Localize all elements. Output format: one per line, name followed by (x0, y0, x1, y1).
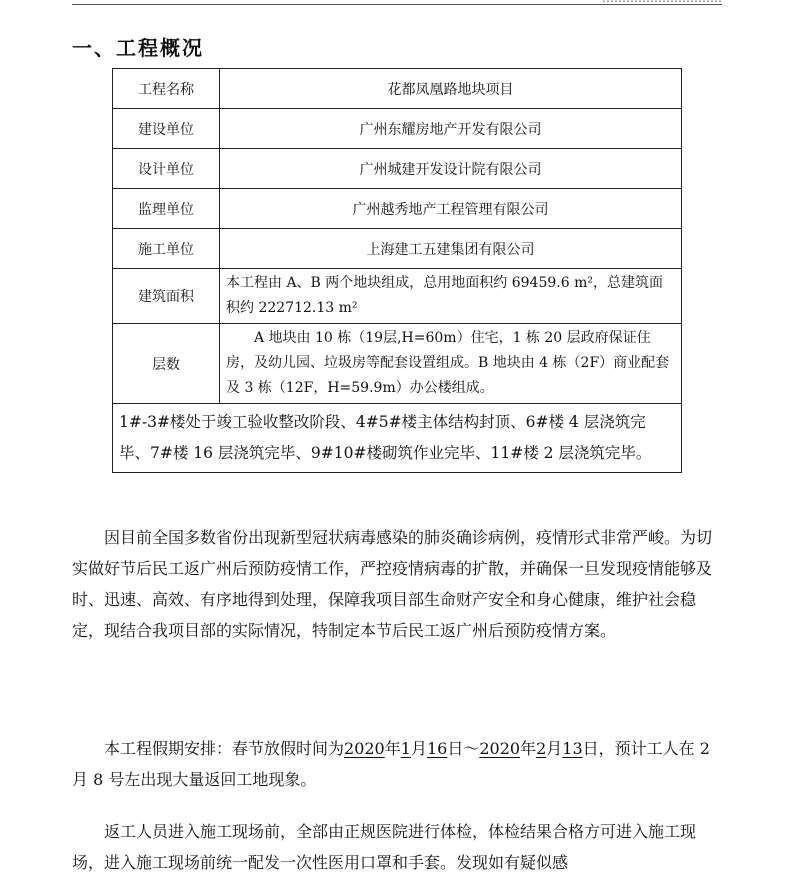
holiday-suffix: 预计工人在 2 月 8 号左出现大量返回工地现象。 (72, 739, 710, 789)
section-title: 一、工程概况 (72, 36, 204, 60)
paragraph-return-workers: 返工人员进入施工现场前，全部由正规医院进行体检，体检结果合格方可进入施工现场，进入施工现场前统一配发一次性医用口罩和手套。发现如有疑似感 (72, 822, 697, 872)
row-label: 工程名称 (113, 69, 220, 109)
row-label: 建设单位 (113, 109, 220, 149)
holiday-prefix: 本工程假期安排：春节放假时间为 (104, 739, 345, 758)
table-row (113, 189, 682, 229)
text-unit: 日～ (447, 739, 480, 758)
end-month: 2 (536, 739, 547, 758)
table-row (113, 69, 682, 109)
row-value: 广州城建开发设计院有限公司 (220, 149, 682, 189)
text-unit: 月 (410, 739, 427, 758)
paragraph-epidemic: 因目前全国多数省份出现新型冠状病毒感染的肺炎确诊病例，疫情形式非常严峻。为切实做好节后民工返广州后预防疫情工作，严控疫情病毒的扩散，并确保一旦发现疫情能够及时、迅速、高效、有序地得到处理，保障我项目部生命财产安全和身心健康，维护社会稳定，现结合我项目部的实际情况，特制定本节后民工返广州后预防疫情方案。 (72, 528, 713, 640)
row-value: 本工程由 A、B 两个地块组成，总用地面积约 69459.6 m²，总建筑面积约 222712.13 m² (220, 269, 682, 324)
progress-note: 1#-3#楼处于竣工验收整改阶段、4#5#楼主体结构封顶、6#楼 4 层浇筑完毕、7#楼 16 层浇筑完毕、9#10#楼砌筑作业完毕、11#楼 2 层浇筑完毕。 (113, 404, 682, 473)
header-fragment (602, 0, 722, 5)
text-unit: 年 (520, 739, 537, 758)
row-label: 建筑面积 (113, 269, 220, 324)
row-label: 施工单位 (113, 229, 220, 269)
row-label: 设计单位 (113, 149, 220, 189)
start-day: 16 (426, 739, 448, 758)
end-year: 2020 (479, 739, 521, 758)
row-value: 上海建工五建集团有限公司 (220, 229, 682, 269)
project-overview-table (112, 68, 682, 473)
start-year: 2020 (344, 739, 385, 758)
text-unit: 月 (546, 739, 563, 758)
paragraph-holiday (72, 733, 722, 795)
table-row (113, 149, 682, 189)
row-value: 广州越秀地产工程管理有限公司 (220, 189, 682, 229)
table-row (113, 269, 682, 324)
text-unit: 年 (384, 739, 401, 758)
text-unit: 日， (582, 739, 615, 758)
end-day: 13 (562, 739, 583, 758)
row-value: A 地块由 10 栋（19层,H=60m）住宅，1 栋 20 层政府保证住房，及幼儿园、垃圾房等配套设置组成。B 地块由 4 栋（2F）商业配套及 3 栋（12F，H=59.9m）办公楼组成。 (220, 324, 682, 404)
table-row (113, 404, 682, 473)
table-row (113, 324, 682, 404)
row-label: 监理单位 (113, 189, 220, 229)
row-value: 广州东耀房地产开发有限公司 (220, 109, 682, 149)
start-month: 1 (400, 739, 411, 758)
table-row (113, 109, 682, 149)
table-row (113, 229, 682, 269)
row-value: 花都凤凰路地块项目 (220, 69, 682, 109)
row-label: 层数 (113, 324, 220, 404)
